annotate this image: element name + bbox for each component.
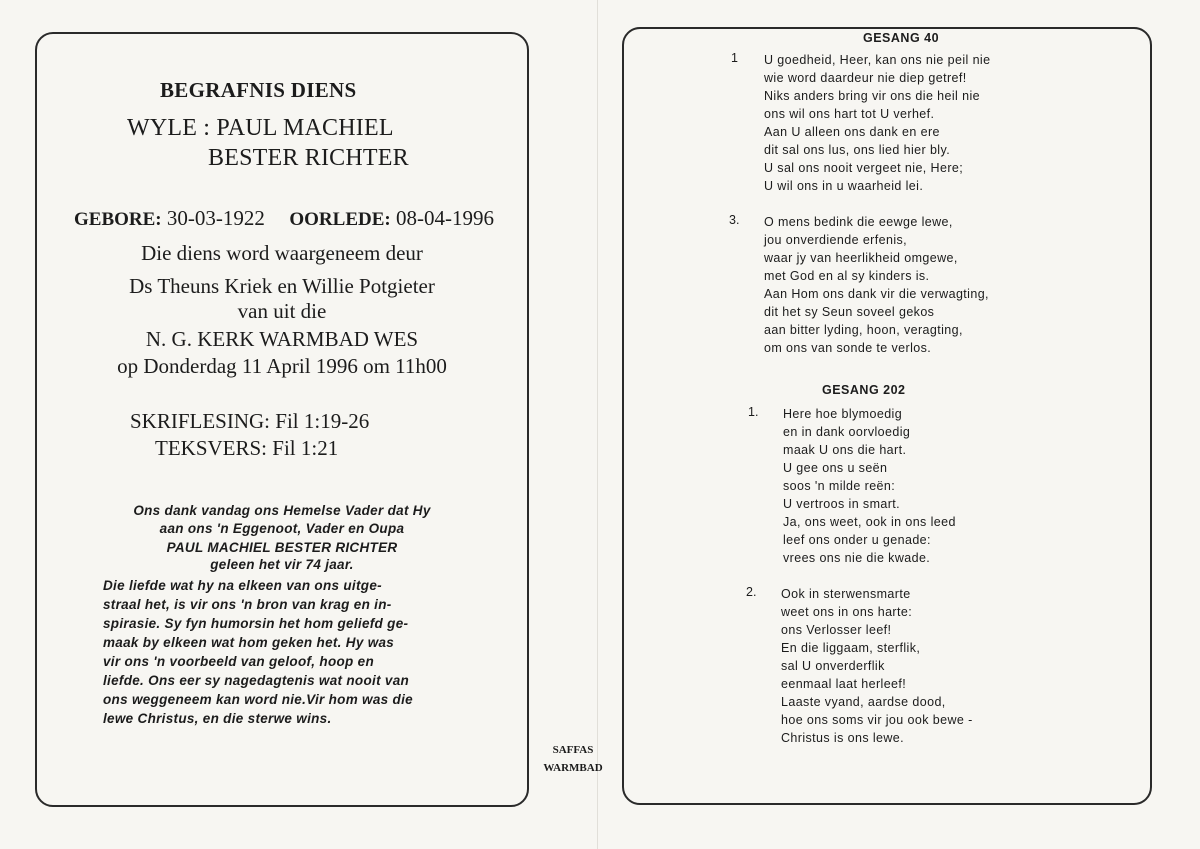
tribute-line: aan ons 'n Eggenoot, Vader en Oupa — [159, 521, 405, 536]
verse-line: dit het sy Seun soveel gekos — [764, 305, 935, 319]
text-verse-label: TEKSVERS: — [155, 436, 268, 460]
verse-line: aan bitter lyding, hoon, veragting, — [764, 323, 963, 337]
text-verse — [155, 436, 338, 461]
hymn-verse — [764, 51, 990, 195]
deceased-name-line1: WYLE : PAUL MACHIEL — [127, 115, 394, 141]
verse-line: O mens bedink die eewge lewe, — [764, 215, 953, 229]
paragraph-line: lewe Christus, en die sterwe wins. — [103, 711, 332, 726]
printer-line2: WARMBAD — [543, 762, 603, 774]
paragraph-line: Die liefde wat hy na elkeen van ons uitge- — [103, 578, 382, 593]
verse-line: om ons van sonde te verlos. — [764, 341, 932, 355]
church-name: N. G. KERK WARMBAD WES — [145, 327, 419, 351]
verse-line: En die liggaam, sterflik, — [781, 641, 921, 655]
verse-line: wie word daardeur nie diep getref! — [764, 71, 967, 85]
verse-line: jou onverdiende erfenis, — [764, 233, 908, 247]
dates-line — [74, 206, 494, 231]
verse-line: Here hoe blymoedig — [783, 407, 903, 421]
verse-line: soos 'n milde reën: — [783, 479, 896, 493]
paragraph-line: spirasie. Sy fyn humorsin het hom geliefd ge- — [103, 616, 409, 631]
tribute-paragraph — [103, 576, 503, 728]
text-verse-value: Fil 1:21 — [272, 436, 339, 460]
verse-number: 2. — [746, 585, 757, 599]
verse-line: Laaste vyand, aardse dood, — [781, 695, 946, 709]
service-line: van uit die — [237, 299, 327, 323]
tribute-line: Ons dank vandag ons Hemelse Vader dat Hy — [133, 503, 431, 518]
verse-line: met God en al sy kinders is. — [764, 269, 930, 283]
verse-line: waar jy van heerlikheid omgewe, — [764, 251, 958, 265]
hymn-title: GESANG 202 — [822, 383, 906, 397]
hymn-verse — [781, 585, 973, 747]
hymn-verse — [783, 405, 956, 567]
printer-line1: SAFFAS — [552, 744, 594, 756]
died-date: 08-04-1996 — [395, 206, 494, 230]
paragraph-line: ons weggeneem kan word nie.Vir hom was die — [103, 692, 413, 707]
verse-number: 1. — [748, 405, 759, 419]
verse-line: Aan U alleen ons dank en ere — [764, 125, 940, 139]
paragraph-line: straal het, is vir ons 'n bron van krag en in- — [103, 597, 392, 612]
scripture-label: SKRIFLESING: — [130, 409, 271, 433]
verse-line: vrees ons nie die kwade. — [783, 551, 931, 565]
service-line: Ds Theuns Kriek en Willie Potgieter — [129, 274, 435, 298]
verse-line: weet ons in ons harte: — [781, 605, 913, 619]
verse-line: U sal ons nooit vergeet nie, Here; — [764, 161, 964, 175]
verse-line: Ja, ons weet, ook in ons leed — [783, 515, 956, 529]
verse-line: sal U onverderflik — [781, 659, 885, 673]
deceased-name-line2: BESTER RICHTER — [208, 145, 409, 171]
verse-line: Ook in sterwensmarte — [781, 587, 911, 601]
verse-line: leef ons onder u genade: — [783, 533, 931, 547]
verse-line: eenmaal laat herleef! — [781, 677, 907, 691]
verse-line: U gee ons u seën — [783, 461, 888, 475]
verse-line: ons Verlosser leef! — [781, 623, 892, 637]
died-label: OORLEDE: — [289, 209, 391, 230]
verse-line: hoe ons soms vir jou ook bewe - — [781, 713, 973, 727]
service-heading: BEGRAFNIS DIENS — [160, 78, 357, 102]
hymn-verse — [764, 213, 989, 357]
paragraph-line: vir ons 'n voorbeeld van geloof, hoop en — [103, 654, 374, 669]
verse-line: Niks anders bring vir ons die heil nie — [764, 89, 980, 103]
tribute-line: geleen het vir 74 jaar. — [210, 557, 354, 572]
verse-line: U wil ons in u waarheid lei. — [764, 179, 924, 193]
paragraph-line: liefde. Ons eer sy nagedagtenis wat nooit van — [103, 673, 410, 688]
verse-line: Aan Hom ons dank vir die verwagting, — [764, 287, 989, 301]
verse-line: U vertroos in smart. — [783, 497, 901, 511]
verse-line: dit sal ons lus, ons lied hier bly. — [764, 143, 951, 157]
verse-line: maak U ons die hart. — [783, 443, 907, 457]
scripture-value: Fil 1:19-26 — [275, 409, 370, 433]
tribute-name: PAUL MACHIEL BESTER RICHTER — [166, 540, 398, 555]
page-fold — [597, 0, 598, 849]
scripture-reading — [130, 409, 369, 434]
verse-line: Christus is ons lewe. — [781, 731, 905, 745]
service-datetime: op Donderdag 11 April 1996 om 11h00 — [117, 354, 447, 378]
service-line: Die diens word waargeneem deur — [141, 241, 423, 265]
verse-line: U goedheid, Heer, kan ons nie peil nie — [764, 53, 991, 67]
paragraph-line: maak by elkeen wat hom geken het. Hy was — [103, 635, 395, 650]
born-date: 30-03-1922 — [166, 206, 265, 230]
verse-line: en in dank oorvloedig — [783, 425, 911, 439]
verse-line: ons wil ons hart tot U verhef. — [764, 107, 935, 121]
verse-number: 3. — [729, 213, 740, 227]
hymn-title: GESANG 40 — [863, 31, 940, 45]
verse-number: 1 — [731, 51, 738, 65]
born-label: GEBORE: — [74, 209, 162, 230]
